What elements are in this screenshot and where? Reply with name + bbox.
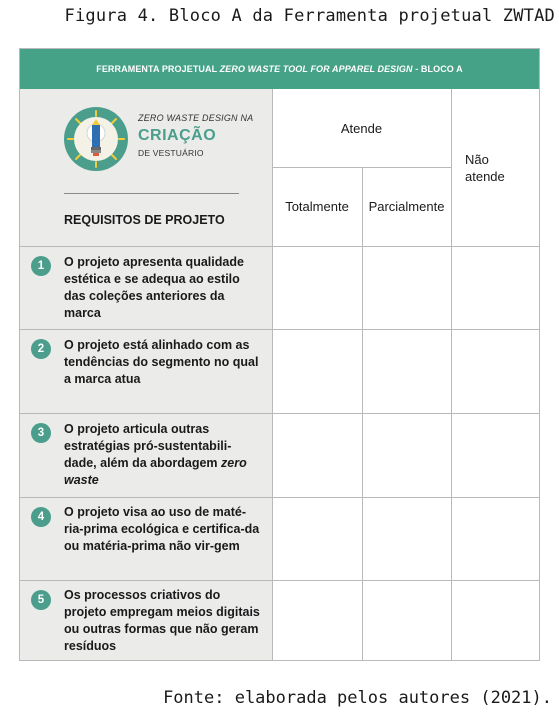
requirement-text bbox=[64, 421, 264, 489]
requirement-text bbox=[64, 504, 264, 555]
requirement-number: 1 bbox=[31, 256, 51, 276]
requirement-text-body: O projeto apresenta qualidade estética e se adequa ao estilo das coleções anteriores da marca bbox=[64, 255, 244, 320]
requirement-number: 2 bbox=[31, 339, 51, 359]
banner-suffix: - BLOCO A bbox=[412, 64, 463, 74]
figure-caption: Figura 4. Bloco A da Ferramenta projetual ZWTAD bbox=[64, 6, 555, 26]
requirement-text bbox=[64, 587, 264, 655]
requirement-text-body: Os processos criativos do projeto empregam meios digitais ou outras formas que não geram resíduos bbox=[64, 588, 260, 653]
figure-source: Fonte: elaborada pelos autores (2021). bbox=[163, 688, 552, 708]
header-totalmente: Totalmente bbox=[285, 199, 349, 214]
requirements-header: REQUISITOS DE PROJETO bbox=[64, 213, 225, 227]
lightbulb-icon bbox=[64, 107, 128, 171]
logo-line-1: ZERO WASTE DESIGN NA bbox=[138, 113, 254, 123]
table-banner bbox=[20, 49, 539, 89]
header-atende: Atende bbox=[340, 121, 383, 136]
requirement-text bbox=[64, 254, 264, 322]
zwtad-table bbox=[19, 48, 540, 661]
logo-divider bbox=[64, 193, 239, 194]
requirement-number: 4 bbox=[31, 507, 51, 527]
pencil-bulb-icon bbox=[74, 117, 118, 161]
grid-line bbox=[20, 329, 539, 330]
grid-line bbox=[451, 89, 452, 660]
grid-line bbox=[20, 580, 539, 581]
banner-italic: ZERO WASTE TOOL FOR APPAREL DESIGN bbox=[219, 64, 413, 74]
requirement-number: 5 bbox=[31, 590, 51, 610]
grid-line bbox=[272, 89, 273, 660]
grid-line bbox=[20, 246, 539, 247]
banner-prefix: FERRAMENTA PROJETUAL bbox=[96, 64, 220, 74]
grid-line bbox=[20, 497, 539, 498]
requirement-text-body: O projeto articula outras estratégias pró-sustentabili-dade, além da abordagem bbox=[64, 422, 232, 470]
requirement-number: 3 bbox=[31, 423, 51, 443]
grid-line bbox=[20, 413, 539, 414]
grid-line bbox=[272, 167, 451, 168]
requirement-text-body: O projeto está alinhado com as tendências do segmento no qual a marca atua bbox=[64, 338, 259, 386]
header-parcialmente: Parcialmente bbox=[368, 199, 445, 214]
requirement-text-body: O projeto visa ao uso de maté-ria-prima ecológica e certifica-da ou matéria-prima não vir-gem bbox=[64, 505, 260, 553]
requirement-text-italic: zero waste bbox=[64, 456, 247, 487]
requirement-text bbox=[64, 337, 264, 388]
logo-line-3: DE VESTUÁRIO bbox=[138, 148, 204, 158]
logo-line-2: CRIAÇÃO bbox=[138, 127, 217, 144]
logo-inner-circle bbox=[74, 117, 118, 161]
logo-text bbox=[138, 113, 253, 158]
header-nao-atende: Não atende bbox=[465, 152, 505, 184]
